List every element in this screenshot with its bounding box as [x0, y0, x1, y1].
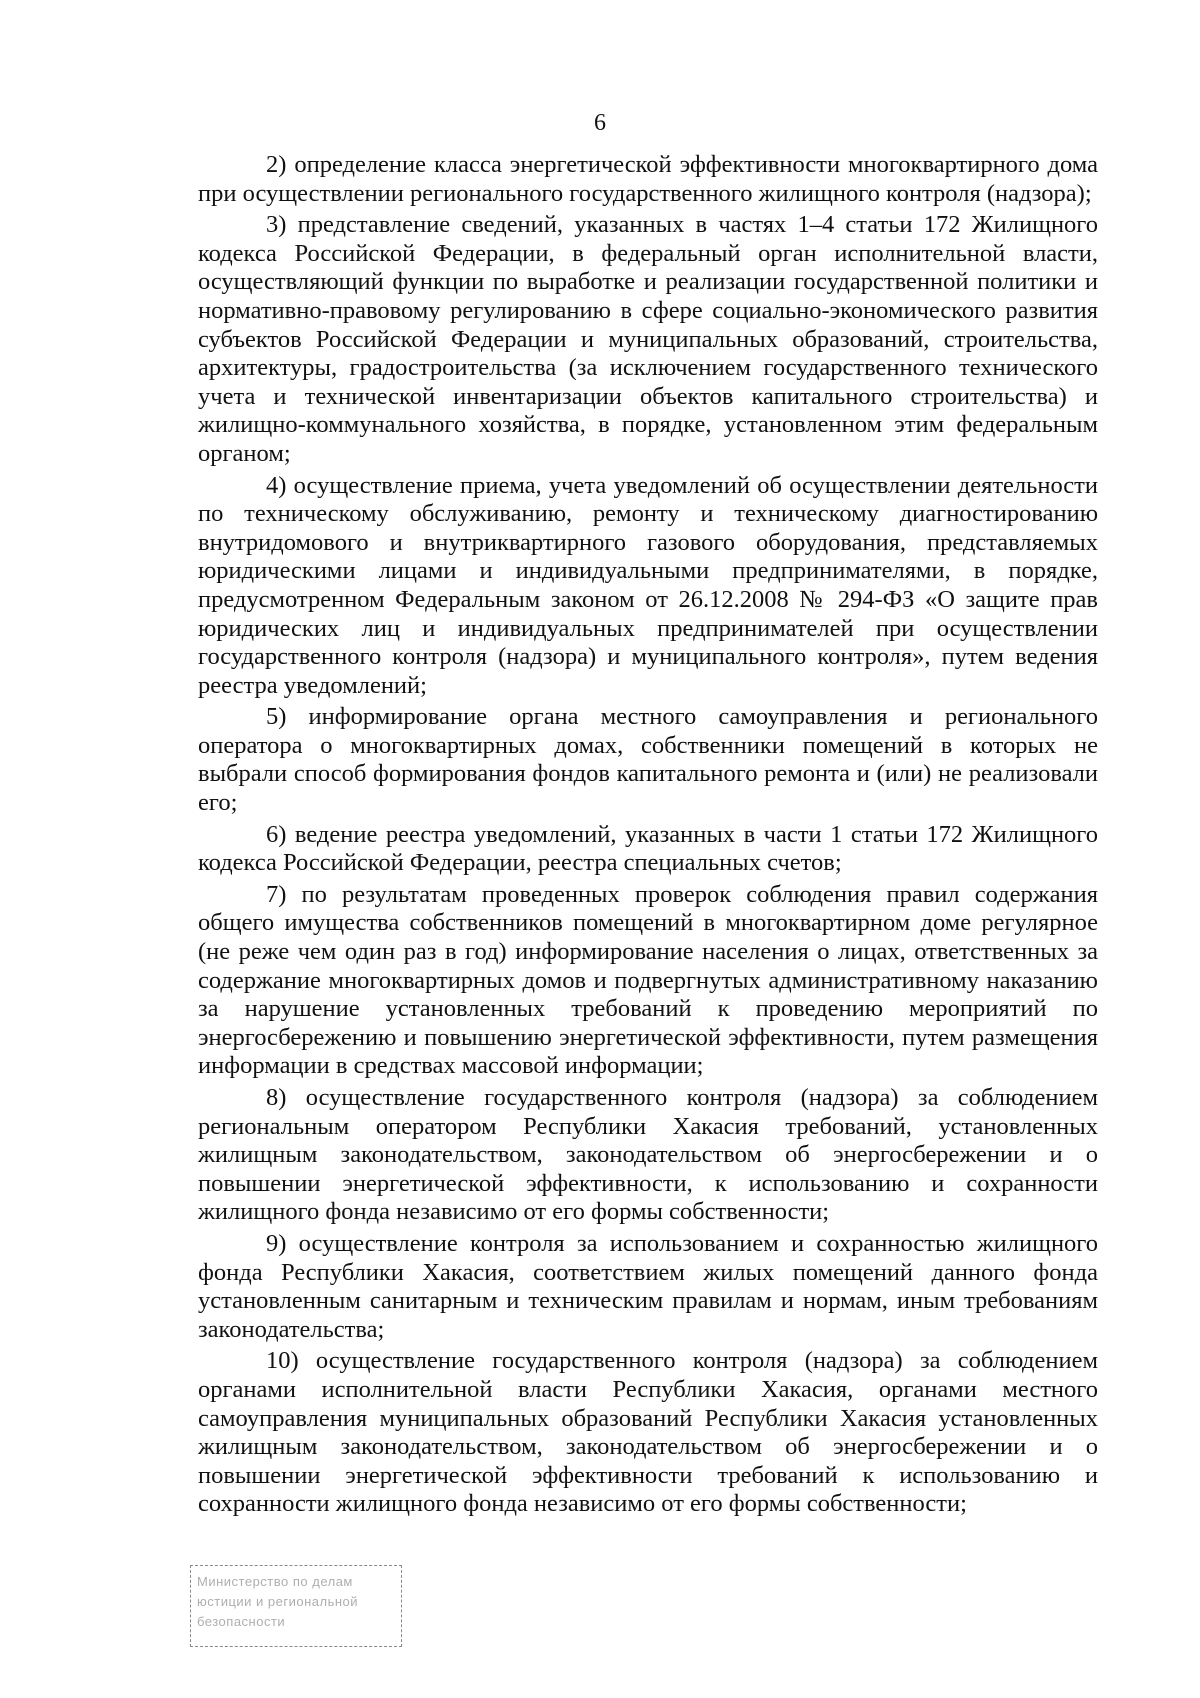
- paragraph-item-9: 9) осуществление контроля за использованием и сохранностью жилищного фонда Республики Хакасия, соответствием жилых помещений данного фонда установленным санитарным и техническим правилам и нормам, иным требованиям законодательства;: [198, 1229, 1098, 1343]
- page-number: 6: [594, 110, 606, 136]
- paragraph-item-7: 7) по результатам проведенных проверок соблюдения правил содержания общего имущества собственников помещений в многоквартирном доме регулярное (не реже чем один раз в год) информирование населения о лицах, ответственных за содержание многоквартирных домов и подвергнутых административному наказанию за нарушение установленных требований к проведению мероприятий по энергосбережению и повышению энергетической эффективности, путем размещения информации в средствах массовой информации;: [198, 880, 1098, 1080]
- stamp-line: юстиции и региональной: [197, 1594, 359, 1609]
- stamp-line: безопасности: [197, 1614, 286, 1629]
- paragraph-item-6: 6) ведение реестра уведомлений, указанных в части 1 статьи 172 Жилищного кодекса Российской Федерации, реестра специальных счетов;: [198, 820, 1098, 877]
- paragraph-item-8: 8) осуществление государственного контроля (надзора) за соблюдением региональным оператором Республики Хакасия требований, установленных жилищным законодательством, законодательством об энергосбережении и о повышении энергетической эффективности, к использованию и сохранности жилищного фонда независимо от его формы собственности;: [198, 1084, 1098, 1226]
- paragraph-item-4: 4) осуществление приема, учета уведомлений об осуществлении деятельности по техническому обслуживанию, ремонту и техническому диагностированию внутридомового и внутриквартирного газового оборудования, представляемых юридическими лицами и индивидуальными предпринимателями, в порядке, предусмотренном Федеральным законом от 26.12.2008 № 294-ФЗ «О защите прав юридических лиц и индивидуальных предпринимателей при осуществлении государственного контроля (надзора) и муниципального контроля», путем ведения реестра уведомлений;: [198, 471, 1098, 699]
- paragraph-item-5: 5) информирование органа местного самоуправления и регионального оператора о многоквартирных домах, собственники помещений в которых не выбрали способ формирования фондов капитального ремонта и (или) не реализовали его;: [198, 703, 1098, 817]
- paragraph-item-3: 3) представление сведений, указанных в частях 1–4 статьи 172 Жилищного кодекса Российской Федерации, в федеральный орган исполнительной власти, осуществляющий функции по выработке и реализации государственной политики и нормативно-правовому регулированию в сфере социально-экономического развития субъектов Российской Федерации и муниципальных образований, строительства, архитектуры, градостроительства (за исключением государственного технического учета и технической инвентаризации объектов капитального строительства) и жилищно-коммунального хозяйства, в порядке, установленном этим федеральным органом;: [198, 211, 1098, 467]
- stamp-line: Министерство по делам: [197, 1574, 353, 1589]
- registration-stamp: [190, 1565, 402, 1647]
- document-body: [198, 151, 1098, 1522]
- paragraph-item-10: 10) осуществление государственного контроля (надзора) за соблюдением органами исполнительной власти Республики Хакасия, органами местного самоуправления муниципальных образований Республики Хакасия установленных жилищным законодательством, законодательством об энергосбережении и о повышении энергетической эффективности требований к использованию и сохранности жилищного фонда независимо от его формы собственности;: [198, 1347, 1098, 1518]
- paragraph-item-2: 2) определение класса энергетической эффективности многоквартирного дома при осуществлении регионального государственного жилищного контроля (надзора);: [198, 151, 1098, 207]
